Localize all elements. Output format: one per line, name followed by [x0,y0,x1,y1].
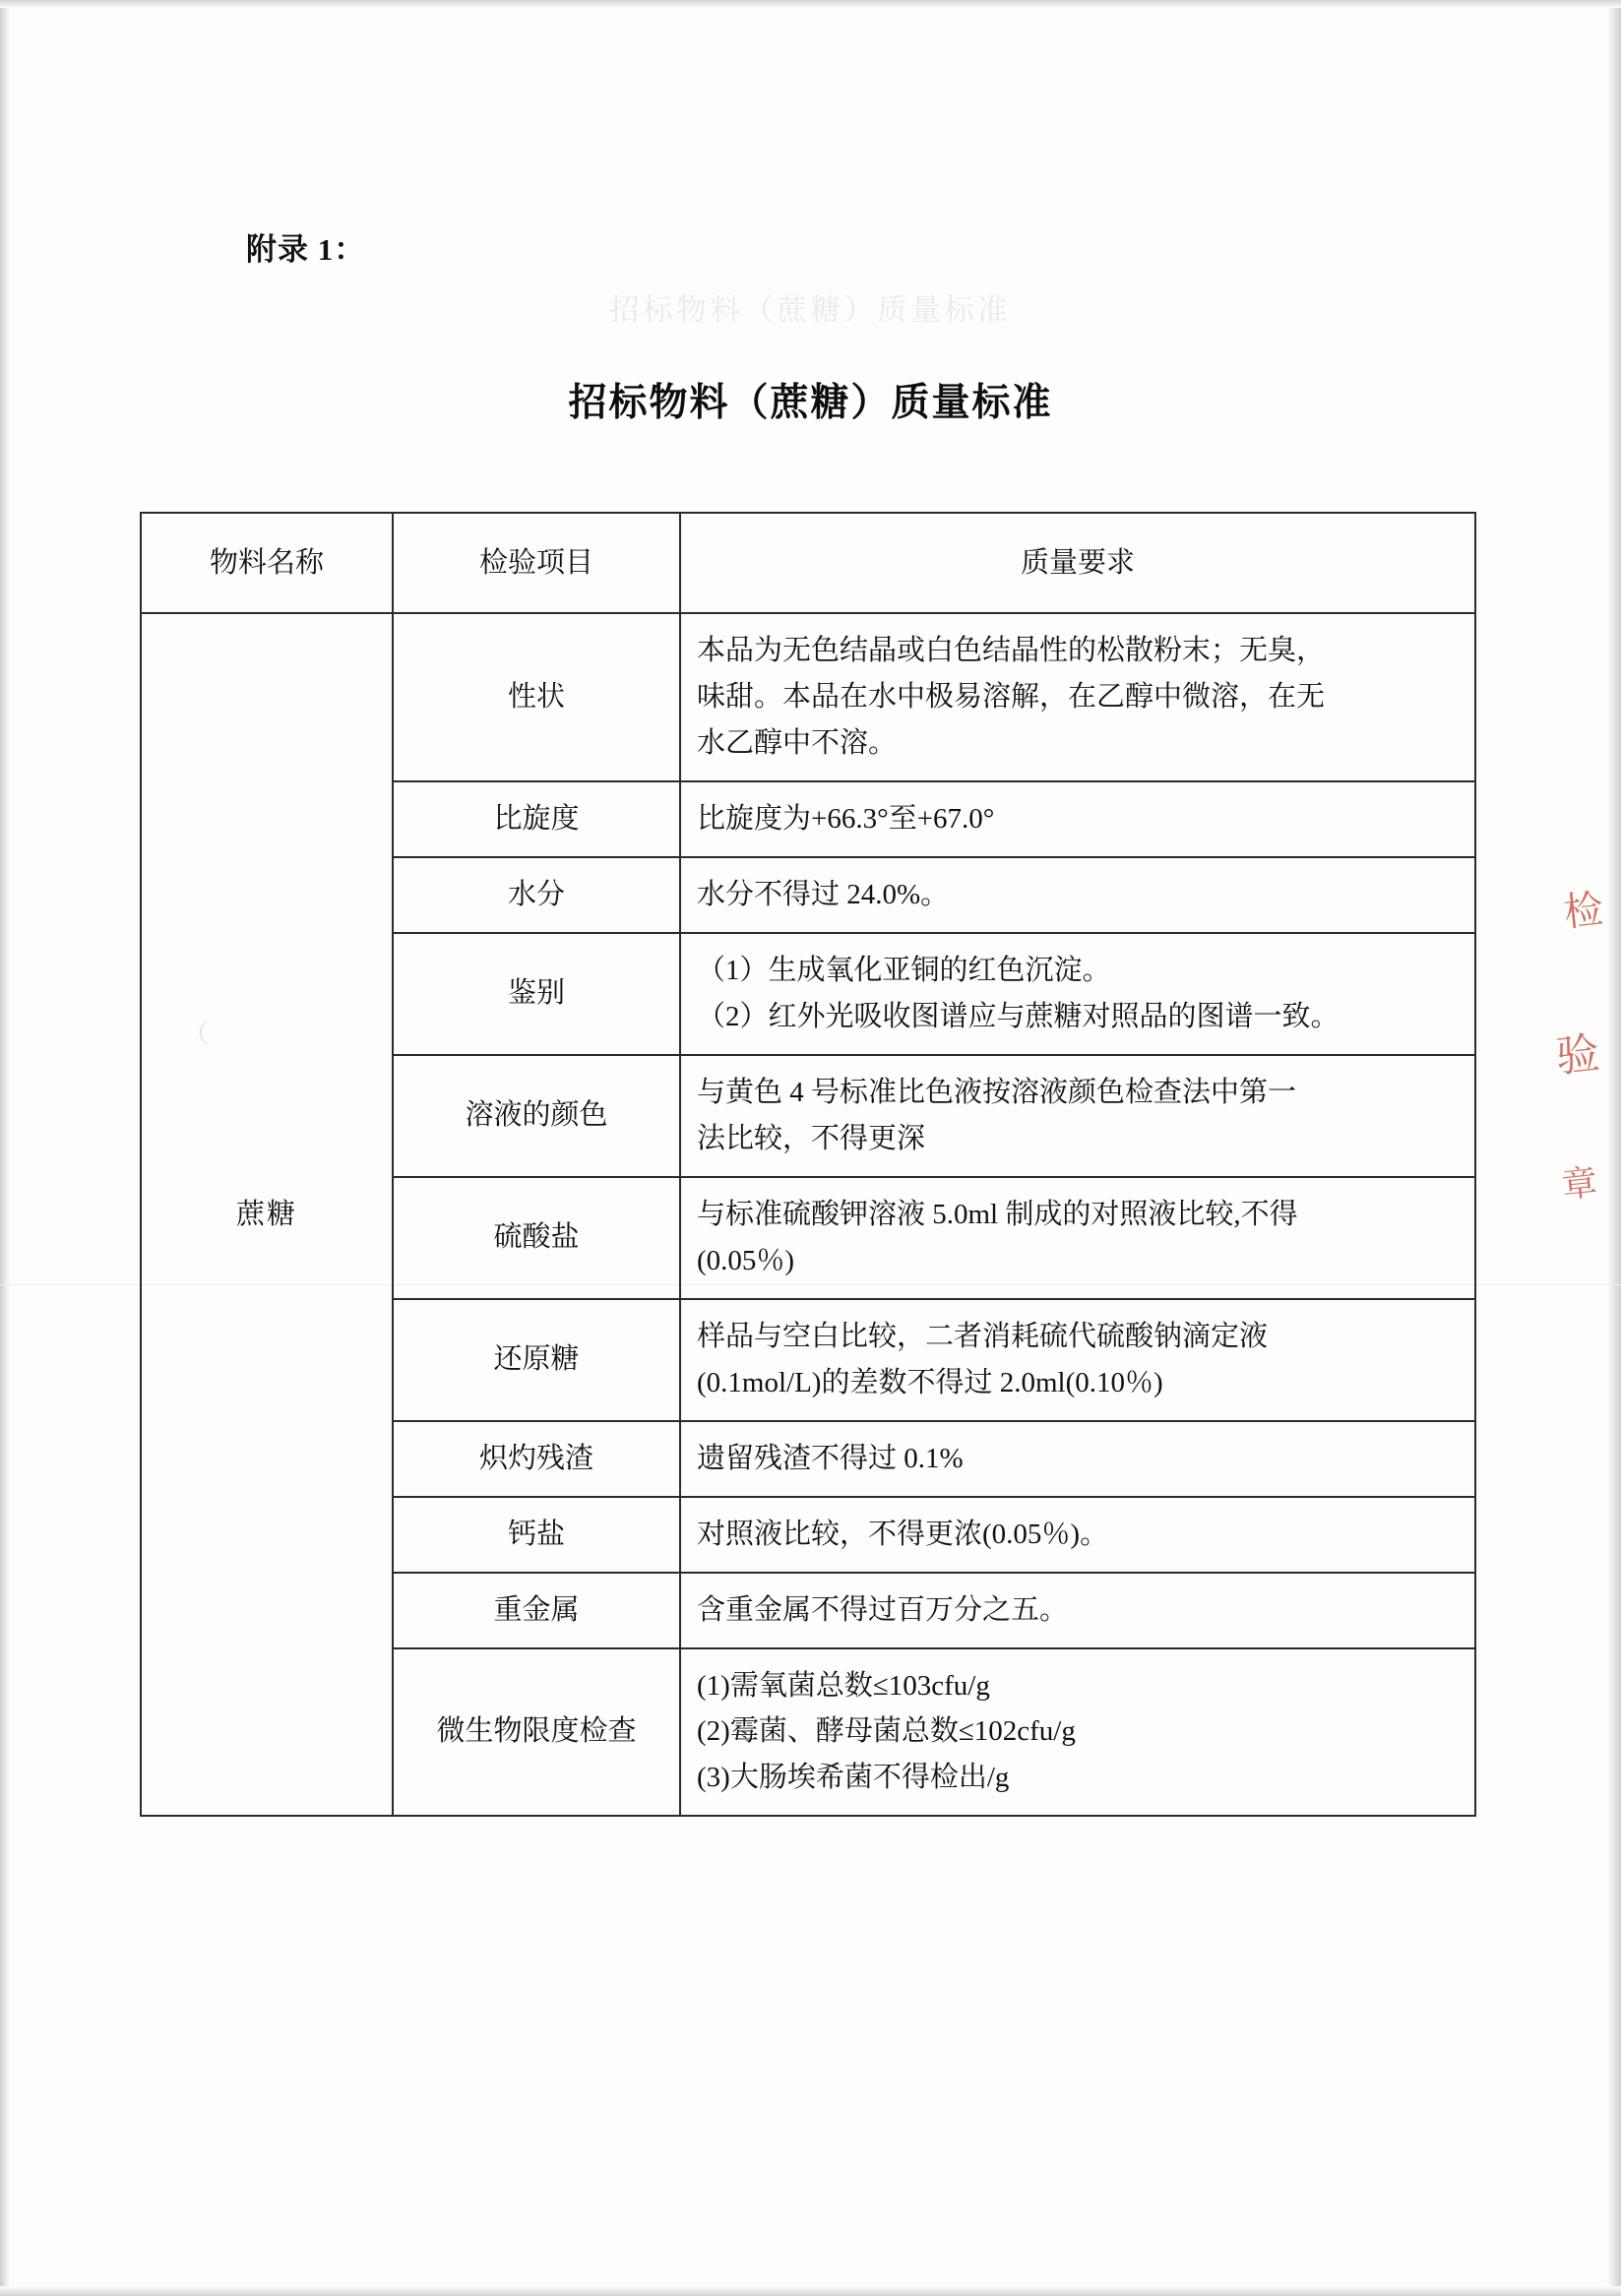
requirement-line: (2)霉菌、酵母菌总数≤102cfu/g [697,1715,1076,1748]
cell-requirement [680,781,1475,857]
red-stamp-fragment-3: 章 [1559,1162,1599,1206]
scan-edge-right [1607,0,1621,2296]
scan-edge-left [0,0,10,2296]
requirement-line: 比旋度为+66.3°至+67.0° [697,802,995,835]
requirement-line: 遗留残渣不得过 0.1% [697,1442,964,1474]
cell-test-item: 性状 [393,613,680,781]
cell-test-item: 重金属 [393,1573,680,1648]
cell-requirement [680,1573,1475,1648]
cell-test-item: 水分 [393,857,680,933]
cell-requirement [680,857,1475,933]
cell-requirement [680,1497,1475,1573]
cell-requirement [680,1055,1475,1177]
requirement-line: 水乙醇中不溶。 [697,726,898,759]
cell-material-name: 蔗糖 [141,613,393,1816]
ghost-bleed-text: 招标物料（蔗糖）质量标准 [609,294,1012,327]
cell-test-item: 炽灼残渣 [393,1421,680,1497]
requirement-line: 水分不得过 24.0%。 [697,878,950,910]
cell-requirement [680,1177,1475,1299]
cell-test-item: 溶液的颜色 [393,1055,680,1177]
requirement-line: （1）生成氧化亚铜的红色沉淀。 [697,954,1111,986]
cell-test-item: 鉴别 [393,933,680,1055]
header-test-item: 检验项目 [393,513,680,613]
table-header-row [141,513,1475,613]
requirement-line: 法比较，不得更深 [697,1122,926,1154]
requirement-line: (0.1mol/L)的差数不得过 2.0ml(0.10％) [697,1366,1163,1398]
table-row [141,613,1475,781]
scan-edge-top [0,0,1621,8]
cell-requirement [680,1421,1475,1497]
cell-test-item: 钙盐 [393,1497,680,1573]
cell-test-item: 硫酸盐 [393,1177,680,1299]
requirement-line: 对照液比较，不得更浓(0.05％)。 [697,1518,1109,1550]
appendix-label: 附录 1： [246,232,366,267]
cell-test-item: 比旋度 [393,781,680,857]
red-stamp-fragment-2: 验 [1553,1028,1602,1083]
header-material-name: 物料名称 [141,513,393,613]
requirement-line: 与黄色 4 号标准比色液按溶液颜色检查法中第一 [697,1076,1297,1108]
faint-pen-mark: （ [183,1020,210,1048]
requirement-line: 样品与空白比较，二者消耗硫代硫酸钠滴定液 [697,1320,1269,1352]
requirement-line: 与标准硫酸钾溶液 5.0ml 制成的对照液比较,不得 [697,1198,1298,1230]
cell-test-item: 还原糖 [393,1299,680,1421]
cell-requirement [680,933,1475,1055]
requirement-line: (3)大肠埃希菌不得检出/g [697,1762,1010,1794]
red-stamp-fragment-1: 检 [1561,887,1606,935]
requirement-line: （2）红外光吸收图谱应与蔗糖对照品的图谱一致。 [697,1000,1340,1032]
header-quality-requirement: 质量要求 [680,513,1475,613]
requirement-line: (0.05％) [697,1244,795,1276]
requirement-line: 味甜。本品在水中极易溶解，在乙醇中微溶，在无 [697,680,1326,713]
requirement-line: (1)需氧菌总数≤103cfu/g [697,1669,990,1702]
cell-requirement [680,1648,1475,1817]
page-title: 招标物料（蔗糖）质量标准 [568,382,1053,424]
scan-edge-bottom [0,2286,1621,2296]
cell-requirement [680,613,1475,781]
cell-test-item: 微生物限度检查 [393,1648,680,1817]
cell-requirement [680,1299,1475,1421]
quality-standard-table [140,512,1476,1817]
requirement-line: 本品为无色结晶或白色结晶性的松散粉末；无臭， [697,635,1326,666]
requirement-line: 含重金属不得过百万分之五。 [697,1593,1069,1626]
